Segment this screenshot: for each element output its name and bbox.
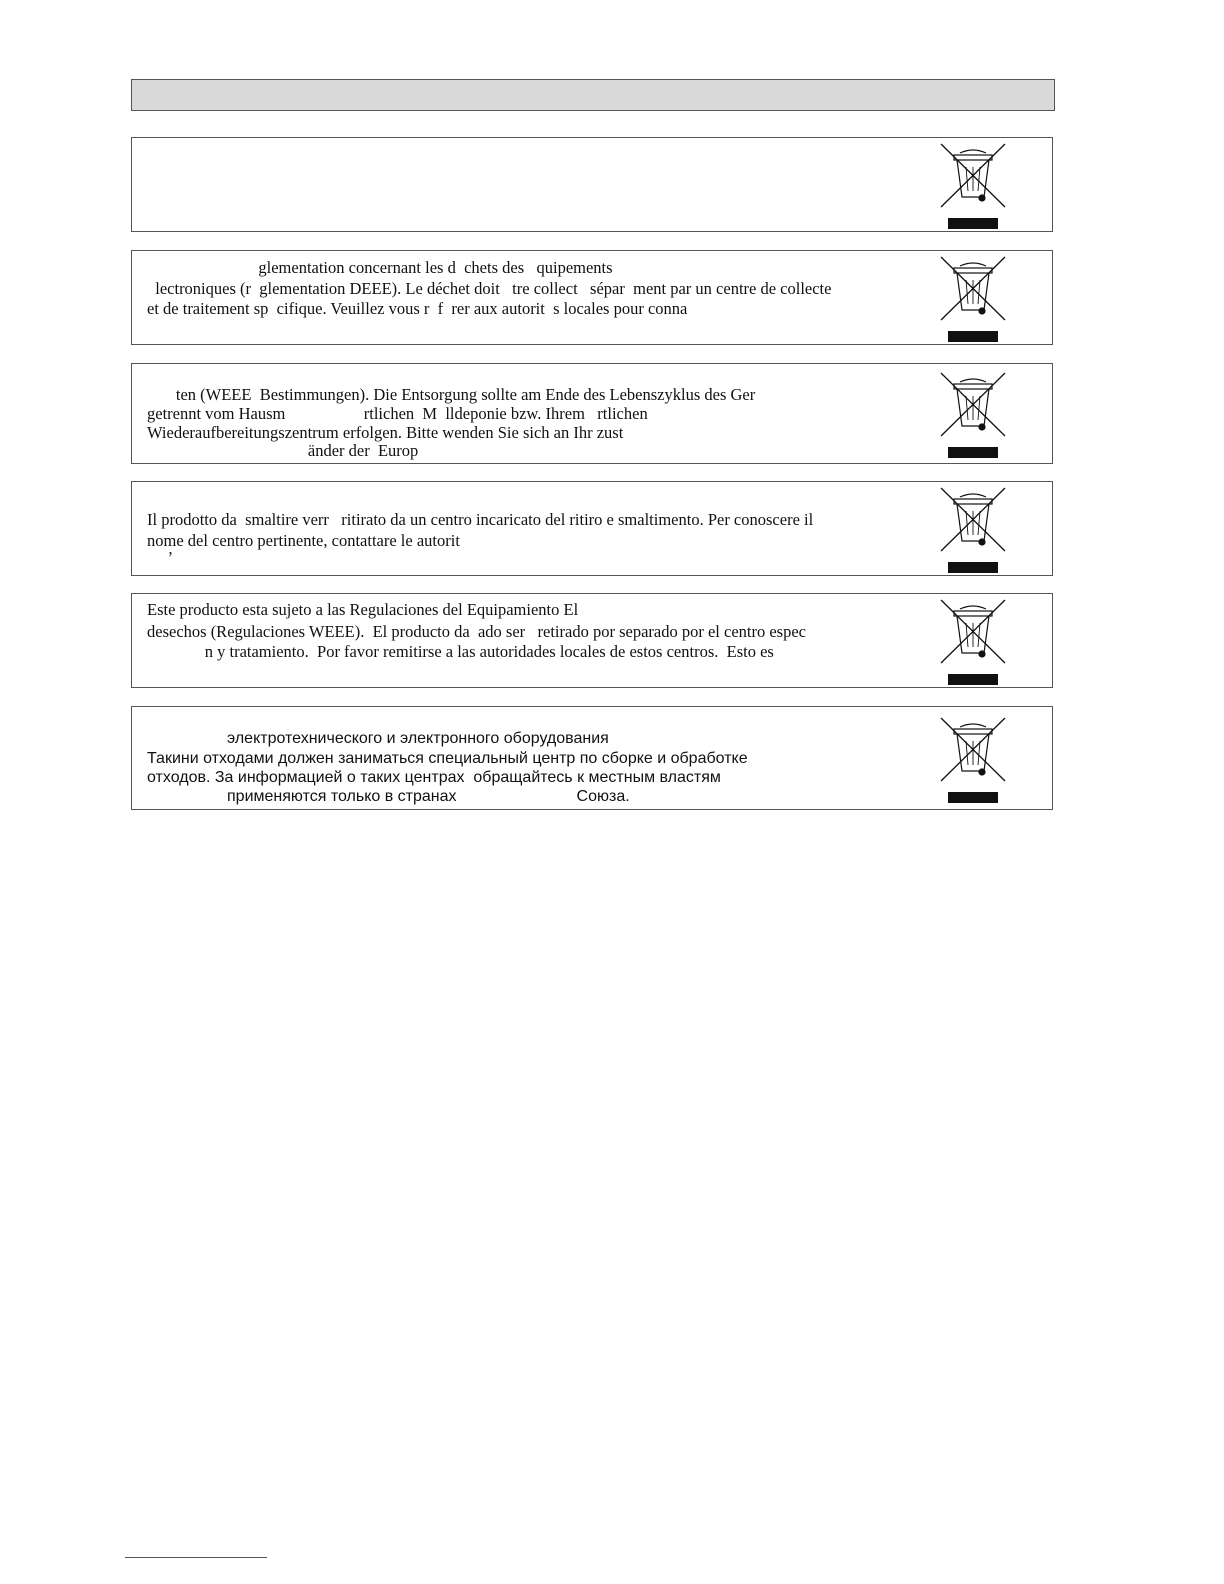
weee-bin-icon — [938, 597, 1008, 689]
notice-line: Il prodotto da smaltire verr ritirato da un centro incaricato del ritiro e smaltimento. Per conoscere il — [147, 510, 814, 529]
notice-line: Wiederaufbereitungszentrum erfolgen. Bitte wenden Sie sich an Ihr zust — [147, 423, 624, 442]
notice-line: применяются только в странах Союза. — [147, 788, 630, 805]
weee-bin-icon — [938, 370, 1008, 462]
weee-bin-icon — [938, 254, 1008, 346]
weee-bin-icon — [938, 141, 1008, 233]
weee-notice-russian — [131, 706, 1053, 810]
notice-line: ten (WEEE Bestimmungen). Die Entsorgung sollte am Ende des Lebenszyklus des Ger — [147, 385, 756, 404]
weee-bin-icon — [938, 485, 1008, 577]
notice-line: änder der Europ — [147, 441, 419, 460]
notice-line: getrennt vom Hausm rtlichen M lldeponie bzw. Ihrem rtlichen — [147, 404, 648, 423]
notice-line: lectroniques (r glementation DEEE). Le déchet doit tre collect sépar ment par un centre de collecte — [147, 279, 832, 298]
notice-line: nome del centro pertinente, contattare le autorit — [147, 531, 460, 550]
notice-line: desechos (Regulaciones WEEE). El producto da ado ser retirado por separado por el centro espec — [147, 622, 806, 641]
notice-line: et de traitement sp cifique. Veuillez vous r f rer aux autorit s locales pour conna — [147, 299, 688, 318]
section-header-bar — [131, 79, 1055, 111]
notice-line: отходов. За информацией о таких центрах обращайтесь к местным властям — [147, 769, 721, 786]
weee-bin-icon — [938, 715, 1008, 807]
weee-notice-french — [131, 250, 1053, 345]
footer-link-rule[interactable] — [125, 1557, 267, 1558]
notice-line: n y tratamiento. Por favor remitirse a las autoridades locales de estos centros. Esto es — [147, 642, 774, 661]
notice-line: Este producto esta sujeto a las Regulaciones del Equipamiento El — [147, 600, 579, 619]
weee-notice-spanish — [131, 593, 1053, 688]
weee-notice-italian — [131, 481, 1053, 576]
weee-notice-english — [131, 137, 1053, 232]
weee-notice-german — [131, 363, 1053, 464]
notice-line: Такини отходами должен заниматься специальный центр по сборке и обработке — [147, 750, 748, 767]
notice-line: glementation concernant les d chets des quipements — [147, 258, 613, 277]
notice-line: ’ — [147, 548, 174, 567]
notice-line: электротехнического и электронного оборудования — [147, 730, 609, 747]
